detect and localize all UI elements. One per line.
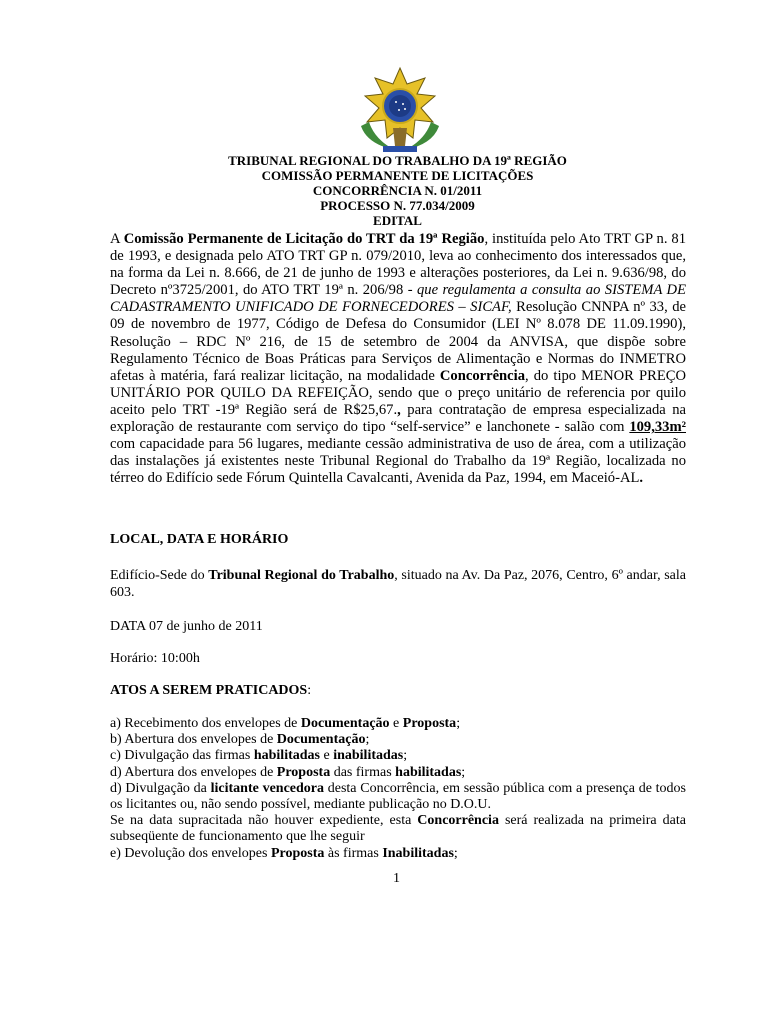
item-text: ;	[403, 748, 408, 764]
intro-text: Resolução CNNPA nº 33, de 09 de novembro de 1977, Código de Defesa do Consumidor (LEI Nº 8.078 DE 11.09.1990), Resolução – RDC Nº 216, de 15 de setembro de 2004 da ANVISA, que dispõe sobre Regulamento Técnico de Boas Práticas para Serviços de Alimentação e Normas do INMETRO afetas à matéria, fará realizar licitação, na modalidade	[110, 299, 686, 384]
intro-modality: Concorrência	[439, 367, 525, 384]
section-heading-atos	[110, 683, 311, 699]
header-line-tribunal: TRIBUNAL REGIONAL DO TRABALHO DA 19ª REGIÃO	[228, 153, 567, 168]
item-text: d) Divulgação da	[110, 780, 211, 796]
item-text: e	[319, 748, 334, 764]
item-bold: Concorrência	[417, 813, 499, 829]
item-text: b) Abertura dos envelopes de	[110, 732, 277, 748]
coat-of-arms-seal	[355, 66, 445, 156]
item-bold: inabilitadas	[333, 748, 404, 764]
intro-commission-name: Comissão Permanente de Licitação do TRT da 19ª Região	[123, 231, 485, 247]
list-item	[110, 813, 686, 845]
item-bold: Proposta	[270, 845, 325, 861]
intro-area: 109,33m²	[629, 419, 686, 436]
intro-text: com capacidade para 56 lugares, mediante cessão administrativa de uso de área, com a utilização das instalações já existentes neste Tribunal Regional do Trabalho da 19ª Região, localizada no térreo do Edifício sede Fórum Quintella Cavalcanti, Avenida da Paz, 1994, em Maceió-AL	[110, 436, 686, 487]
intro-text: A	[110, 231, 124, 247]
item-text: ;	[456, 716, 461, 731]
list-item	[110, 846, 686, 862]
address-tribunal: Tribunal Regional do Trabalho	[208, 568, 395, 583]
header-line-edital: EDITAL	[373, 213, 422, 228]
item-text: às firmas	[324, 845, 383, 861]
list-item	[110, 765, 686, 781]
address-text: Edifício-Sede do	[110, 568, 209, 583]
item-text: ;	[365, 732, 370, 748]
item-bold: Proposta	[276, 764, 331, 780]
atos-list	[110, 716, 686, 862]
header-line-commission: COMISSÃO PERMANENTE DE LICITAÇÕES	[261, 168, 534, 183]
local-time: Horário: 10:00h	[110, 651, 200, 666]
item-bold: Documentação	[276, 732, 366, 748]
page-number: 1	[393, 871, 400, 886]
item-text: e	[389, 716, 403, 731]
section-heading-local: LOCAL, DATA E HORÁRIO	[110, 532, 289, 547]
item-bold: licitante vencedora	[210, 780, 324, 796]
item-text: das firmas	[330, 764, 396, 780]
item-bold: Documentação	[300, 716, 390, 731]
item-bold: habilitadas	[253, 748, 320, 764]
intro-sicaf-italic: que regulamenta a consulta ao SISTEMA DE CADASTRAMENTO UNIFICADO DE FORNECEDORES – SICAF,	[110, 282, 686, 316]
intro-period: .	[639, 470, 644, 487]
item-text: ;	[453, 845, 458, 861]
local-address	[110, 567, 686, 601]
item-bold: Inabilitadas	[382, 845, 454, 861]
intro-comma: ,	[397, 401, 401, 418]
item-text: desta Concorrência, em sessão pública com a presença de todos os licitantes ou, não sendo possível, mediante publicação no D.O.U.	[110, 780, 686, 813]
item-text: ;	[461, 764, 466, 780]
local-date: DATA 07 de junho de 2011	[110, 619, 263, 634]
list-item	[110, 732, 686, 748]
atos-heading-colon: :	[307, 683, 312, 698]
intro-text: , instituída pelo Ato TRT GP n. 81 de 1993, e designada pelo ATO TRT GP n. 079/2010, leva ao conhecimento dos interessados que, na forma da Lei n. 8.666, de 21 de junho de 1993 e alterações posteriores, da Lei n. 9.636/98, do Decreto nº3725/2001, do ATO TRT 19ª n. 206/98 -	[110, 231, 686, 299]
item-bold: Proposta	[402, 716, 457, 731]
item-text: d) Abertura dos envelopes de	[110, 764, 277, 780]
header-line-concorrencia: CONCORRÊNCIA N. 01/2011	[312, 183, 483, 198]
intro-text: , do tipo MENOR PREÇO UNITÁRIO POR QUILO DA REFEIÇÃO, sendo que o preço unitário de referencia por quilo aceito pelo TRT -19ª Região será de R$25,67.	[110, 367, 687, 418]
item-text: Se na data supracitada não houver expediente, esta	[110, 813, 418, 829]
item-text: será realizada na primeira data subseqüente de funcionamento que lhe seguir	[110, 813, 686, 845]
intro-text: para contratação de empresa especializada na exploração de restaurante com serviço do tipo “self-service” e lanchonete - salão com	[110, 401, 686, 436]
list-item	[110, 716, 686, 732]
list-item	[110, 748, 686, 764]
item-text: c) Divulgação das firmas	[110, 748, 254, 764]
intro-paragraph	[110, 231, 686, 487]
address-text: , situado na Av. Da Paz, 2076, Centro, 6º andar, sala 603.	[110, 568, 686, 600]
header-line-processo: PROCESSO N. 77.034/2009	[320, 198, 475, 213]
atos-heading-text: ATOS A SEREM PRATICADOS	[110, 683, 308, 698]
item-text: a) Recebimento dos envelopes de	[110, 716, 301, 731]
list-item	[110, 781, 686, 813]
item-bold: habilitadas	[395, 764, 462, 780]
item-text: e) Devolução dos envelopes	[110, 845, 271, 861]
